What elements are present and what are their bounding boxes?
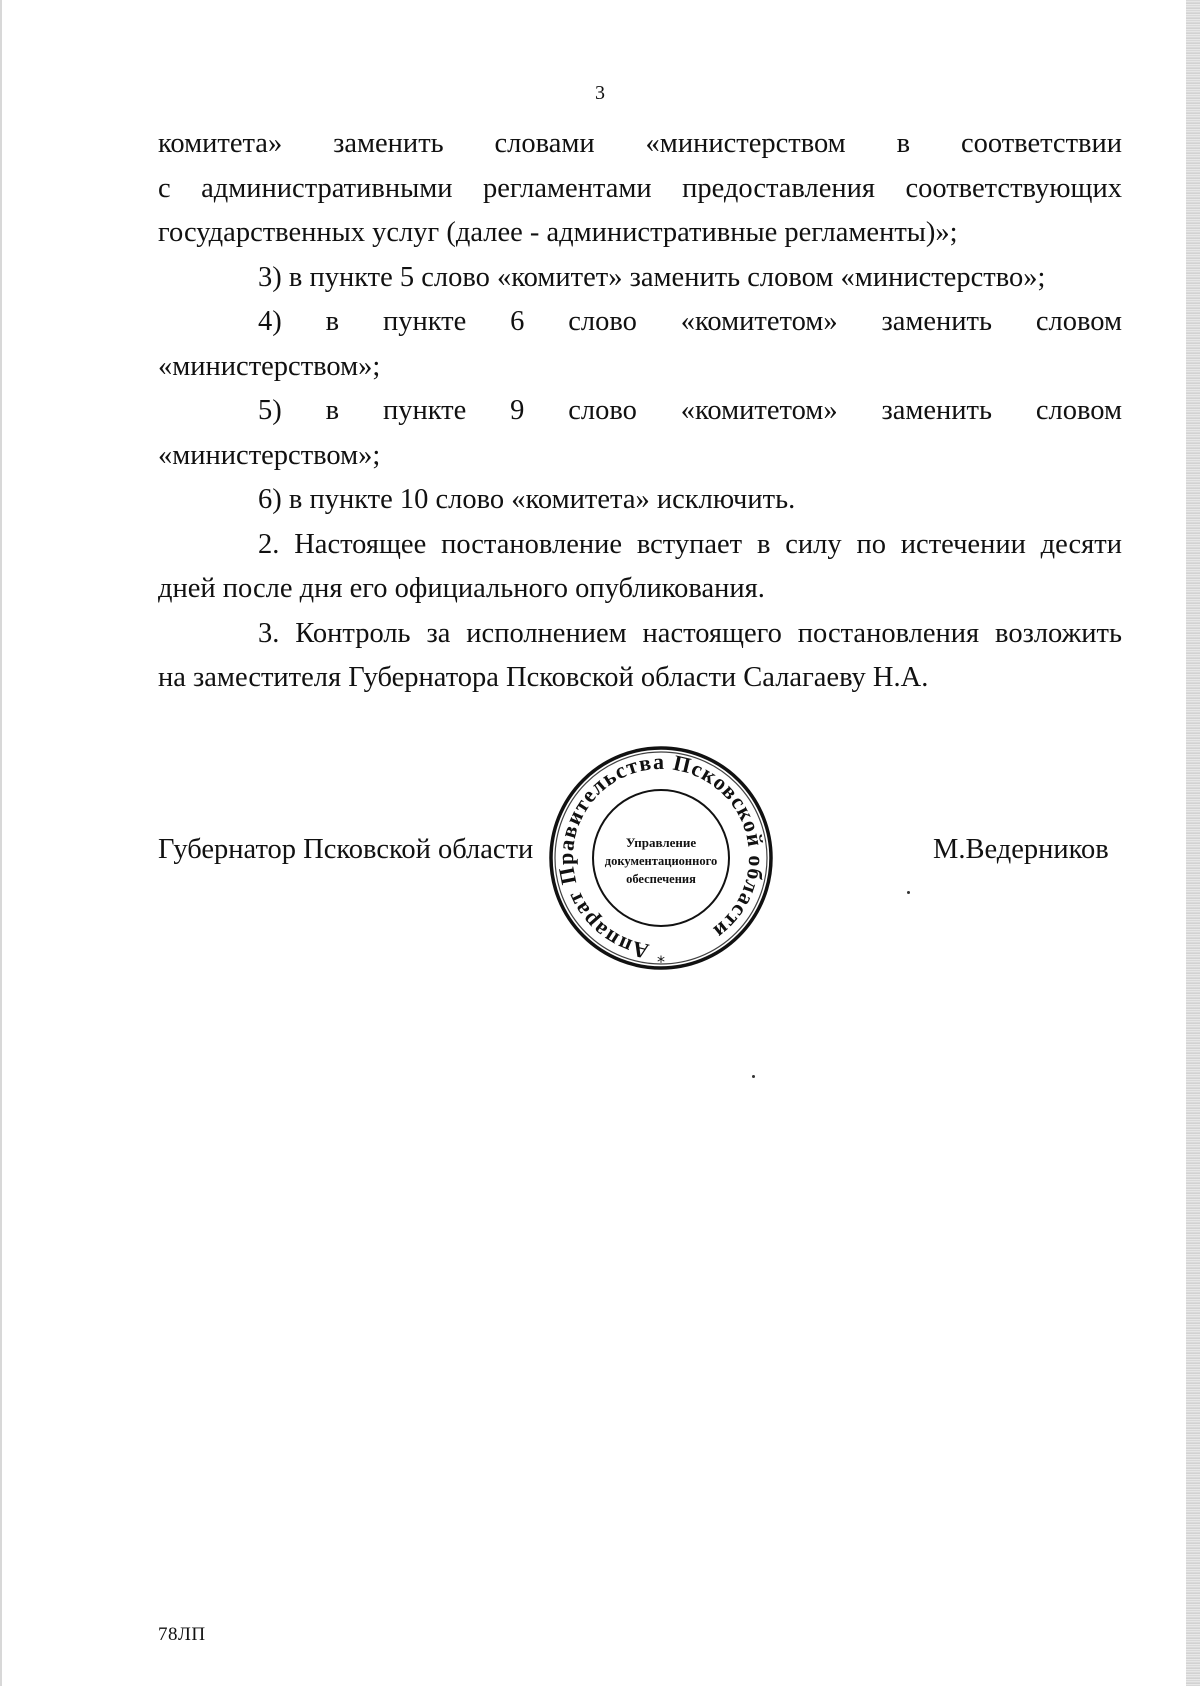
signatory-position: Губернатор Псковской области: [158, 834, 534, 865]
official-seal-stamp: [546, 742, 776, 974]
page-number: 3: [595, 82, 605, 104]
stamp-ring-text: Аппарат Правительства Псковской области: [552, 748, 770, 965]
body-line: дней после дня его официального опубликования.: [158, 573, 765, 604]
body-line: «министерством»;: [158, 350, 381, 382]
stamp-center-line-3: обеспечения: [626, 872, 696, 886]
scan-speck: [907, 891, 910, 894]
body-line: 3. Контроль за исполнением настоящего постановления возложить: [258, 617, 1122, 649]
scan-edge-left: [0, 0, 2, 1686]
stamp-star-icon: *: [657, 952, 665, 971]
signatory-name: М.Ведерников: [933, 834, 1109, 865]
document-code: 78ЛП: [158, 1624, 206, 1645]
body-line: государственных услуг (далее - административные регламенты)»;: [158, 217, 958, 248]
scan-edge-right: [1186, 0, 1200, 1686]
body-line: «министерством»;: [158, 439, 381, 471]
scan-speck: [752, 1075, 755, 1078]
body-line: комитета» заменить словами «министерством в соответствии: [158, 128, 1122, 159]
body-line: 6) в пункте 10 слово «комитета» исключить.: [258, 484, 796, 515]
body-line: с административными регламентами предоставления соответствующих: [158, 172, 1122, 204]
body-line: 4) в пункте 6 слово «комитетом» заменить словом: [258, 306, 1122, 337]
document-body: [158, 122, 1122, 701]
body-line: 5) в пункте 9 слово «комитетом» заменить словом: [258, 395, 1122, 426]
stamp-center-line-2: документационного: [604, 854, 718, 868]
body-line: на заместителя Губернатора Псковской области Салагаеву Н.А.: [158, 662, 929, 693]
stamp-center-line-1: Управление: [625, 835, 697, 850]
body-line: 2. Настоящее постановление вступает в силу по истечении десяти: [258, 528, 1122, 560]
body-line: 3) в пункте 5 слово «комитет» заменить словом «министерство»;: [258, 261, 1046, 293]
